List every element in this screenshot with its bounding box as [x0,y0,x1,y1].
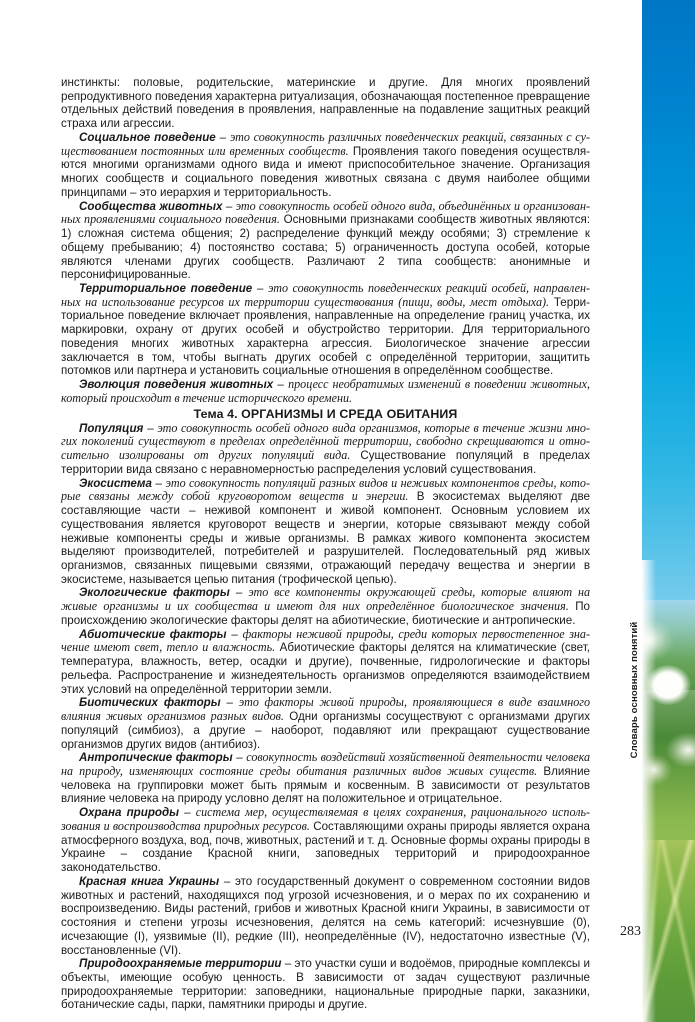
paragraph-text: – [220,696,239,710]
term-definition: это совокупность особей одного вида организмов, которые в течение жизни многих поколений существуют в пределах определённой территории, свободно скрещиваются и относительно изолированы от других популяций вида. [61,420,590,463]
paragraph [61,875,590,957]
paragraph [61,378,590,405]
paragraph-text: Составляющими охраны природы является охрана атмосферного воздуха, вод, почв, животных, растений и т. д. Основные формы охраны природы в Украине – создание Красной книги, заповедных территорий и природоохранное законодательство. [61,819,591,875]
term-definition: это факторы живой природы, проявляющиеся в виде взаимного влияния живых организмов разных видов. [61,695,590,724]
paragraph-text: – это государственный документ о современном состоянии видов животных и растений, находящихся под угрозой исчезновения, и о мерах по их сохранению и воспроизведению. Виды растений, грибов и животных Красной книги Украины, в зависимости от состояния и степени угрозы исчезновения, делятся на семь категорий: исчезнувшие (0), исчезающие (I), уязвимые (II), редкие (III), неопределённые (IV), недостаточно известные (V), восстановленные (VI). [61,874,590,957]
running-head-label: Словарь основных понятий [629,621,640,759]
decorative-margin-strip [642,0,695,1022]
term-definition: это совокупность популяций разных видов и неживых компонентов среды, которые связаны между собой круговоротом веществ и энергии. [61,475,590,504]
section-heading: Тема 4. ОРГАНИЗМЫ И СРЕДА ОБИТАНИЯ [193,406,458,421]
paragraph [61,76,590,131]
term-label: Экологические факторы [79,586,230,600]
page-number: 283 [620,924,641,939]
term-label: Красная книга Украины [79,874,220,888]
term-label: Экосистема [79,476,152,490]
term-label: Природоохраняемые территории [79,957,282,971]
term-label: Популяция [79,421,144,435]
paragraph-text: Существование популяций в пределах территории вида связано с неравномерностью распределения условий существования. [61,449,590,476]
term-definition: факторы неживой природы, среди которых первостепенное значение имеют свет, тепло и влажность. [61,626,590,655]
paragraph-text: По происхождению экологические факторы делят на абиотические, биотические и антропические. [61,600,590,627]
term-definition: процесс необратимых изменений в поведении животных, который происходит в течение исторического времени. [61,377,590,405]
paragraph-text: – [151,476,166,490]
term-definition: это все компоненты окружающей среды, которые влияют на живые организмы и их сообщества и имеют для них определённое биологическое значения. [61,585,591,614]
term-definition: это совокупность особей одного вида, объединённых и организованных проявлениями социального поведения. [61,198,590,227]
paragraph-text: – это участки суши и водоёмов, природные комплексы и объекты, имеющие особую ценность. В зависимости от задач существуют различные природоохраняемые территории: заповедники, национальные природные парки, заказники, ботанические сады, парки, памятники природы и другие. [61,957,590,1012]
term-definition: система мер, осуществляемая в целях сохранения, рационального использования и воспроизводства природных ресурсов. [61,805,590,833]
paragraph [61,751,590,806]
paragraph-text: Основными признаками сообществ животных являются: 1) сложная система общения; 2) распределение функций между особями; 3) стремление к общему пребыванию; 4) постоянство состава; 5) ограниченность доступа особей, которые являются членами других сообществ. Различают 2 типа сообществ: анонимные и персонифицированные. [61,213,590,282]
paragraph-text: – [232,751,247,765]
paragraph [61,806,590,875]
term-label: Территориальное поведение [79,282,253,296]
paragraph [61,696,590,751]
paragraph-text: – [179,806,196,820]
running-head [616,0,642,1022]
paragraph [61,586,590,627]
paragraph [61,477,590,587]
paragraph [61,200,590,282]
term-label: Биотических факторы [79,696,221,710]
paragraph-text: – [252,282,269,296]
term-label: Абиотические факторы [79,627,227,641]
body-text-column [61,76,590,1012]
paragraph-text: Одни организмы сосуществуют с организмами других популяций (симбиоз), а другие – наоборот, подавляют или прекращают существование организмов других видов (антибиоз). [61,710,590,751]
term-label: Сообщества животных [79,199,223,213]
term-label: Социальное поведение [79,130,216,144]
paragraph [61,957,590,1012]
term-label: Эволюция поведения животных [79,378,274,392]
paragraph-text: – [273,378,289,392]
paragraph-text: – [143,421,158,435]
paragraph-text: – [222,199,236,213]
paragraph-text: – [215,130,230,144]
term-label: Охрана природы [79,806,180,820]
paragraph-text: инстинкты: половые, родительские, материнские и другие. Для многих проявлений репродуктивного поведения характерна ритуализация, обозначающая постепенное превращение отдельных действий поведения в проявления, направленные на подавление защитных реакций страха или агрессии. [61,76,590,131]
term-definition: это совокупность поведенческих реакций особей, направленных на использование ресурсов их территории существования (пищи, воды, мест отдыха). [61,281,590,309]
term-definition: это совокупность различных поведенческих реакций, связанных с существованием постоянных или временных сообществ. [61,129,590,158]
paragraph [61,282,590,378]
paragraph-text: – [229,586,249,600]
paragraph [61,131,590,200]
term-label: Антропические факторы [79,751,233,765]
paragraph-text: Абиотические факторы делятся на климатические (свет, температура, влажность, ветер, осадки и другие), почвенные, гидрологические и факторы рельефа. Распространение и жизнедеятельность организмов определяются взаимодействием этих условий на определённой территории земли. [61,641,590,696]
paragraph-text: В экосистемах выделяют две составляющие части – неживой компонент и живой компонент. Основным условием их существования является круговорот веществ и энергии, которые связывают между собой неживые компоненты среды и живые организмы. В рамках живого компонента экосистем выделяют производителей, потребителей и разрушителей. Последовательный ряд живых организмов, связанных пищевыми связями, отражающий передачу вещества и энергии в экосистеме, называется цепью питания (трофической цепью). [61,490,590,586]
term-definition: совокупность воздействий хозяйственной деятельности человека на природу, изменяющих состояние среды обитания различных видов живых существ. [61,750,590,778]
paragraph-text: Проявления такого поведения осуществляются многими организмами одного вида и имеют приспособительное значение. Организация многих сообществ и социального поведения животных связана с двумя наиболее общими принципами – это иерархия и территориальность. [61,144,590,199]
paragraph [61,422,590,477]
photo-left-feather [642,560,656,1022]
paragraph-text: – [226,627,243,641]
paragraph [61,628,590,697]
paragraph-text: Территориальное поведение включает проявления, направленные на определение границ участка, их маркировки, охрану от других особей и обустройство территории. Для территориального поведения многих животных характерна агрессия. Биологическое значение агрессии заключается в том, чтобы выгнать других особей с определённой территории, защитить потомков или партнера и установить социальные отношения в определённом сообществе. [61,295,590,378]
paragraph-text: Влияние человека на группировки может быть прямым и косвенным. В зависимости от результатов влияние человека на природу условно делят на положительное и отрицательное. [61,764,590,806]
